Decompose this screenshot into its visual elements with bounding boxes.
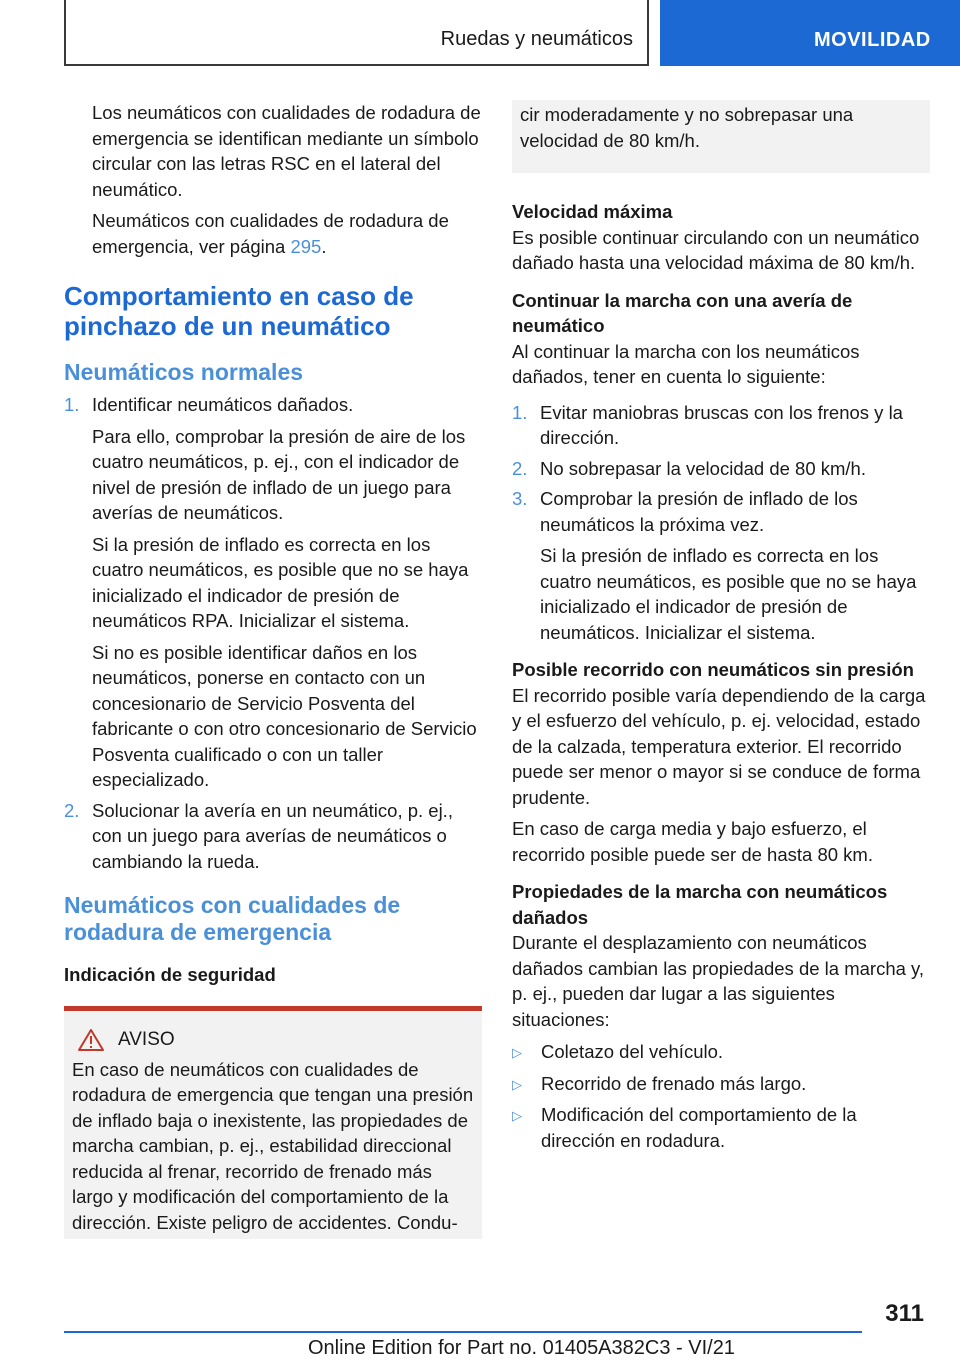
warning-title-row	[72, 1029, 474, 1051]
list-item	[512, 1039, 930, 1065]
step-text: No sobrepasar la velocidad de 80 km/h.	[540, 457, 866, 479]
triangle-bullet-icon: ▷	[512, 1045, 522, 1060]
steps-list-right	[512, 400, 930, 646]
warning-triangle-icon	[78, 1029, 104, 1051]
warning-text-continued: cir moderadamente y no sobrepasar una velocidad de 80 km/h.	[520, 104, 854, 151]
warning-box	[64, 1011, 482, 1240]
bullet-text: Modificación del comportamiento de la dirección en rodadura.	[541, 1104, 857, 1151]
list-item	[64, 798, 482, 875]
list-item	[512, 400, 930, 451]
subsection-heading-normal: Neumáticos normales	[64, 359, 304, 385]
bullet-text: Coletazo del vehículo.	[541, 1041, 724, 1062]
step-detail: Si no es posible identificar daños en los neumáticos, ponerse en contacto con un concesionario de Servicio Posventa del fabricante o con otro concesionario de Servicio Posventa cualificado o con un taller especializado.	[92, 641, 477, 790]
step-text: Solucionar la avería en un neumático, p. ej., con un juego para averías de neumáticos o cambiando la rueda.	[92, 799, 453, 872]
list-item	[512, 1071, 930, 1097]
header-chapter-tab[interactable]	[660, 0, 960, 66]
step-number: 2.	[64, 799, 80, 821]
range-text-2: En caso de carga media y bajo esfuerzo, el recorrido posible puede ser de hasta 80 km.	[512, 818, 873, 865]
step-text: Comprobar la presión de inflado de los neumáticos la próxima vez.	[540, 488, 858, 535]
intro-paragraph: Los neumáticos con cualidades de rodadura de emergencia se identifican mediante un símbolo circular con las letras RSC en el lateral del neumático.	[92, 102, 481, 200]
max-speed-text: Es posible continuar circulando con un neumático dañado hasta una velocidad máxima de 80 km/h.	[512, 226, 920, 273]
footer-edition: Online Edition for Part no. 01405A382C3 - VI/21	[308, 1337, 735, 1359]
header-section-tab	[64, 0, 649, 66]
step-detail: Si la presión de inflado es correcta en los cuatro neumáticos, es posible que no se haya inicializado el indicador de presión de neumáticos. Inicializar el sistema.	[540, 545, 917, 643]
properties-heading: Propiedades de la marcha con neumáticos dañados	[512, 881, 888, 928]
intro-reference	[64, 208, 482, 259]
header-section-title: Ruedas y neumáticos	[440, 28, 633, 50]
step-detail: Si la presión de inflado es correcta en los cuatro neumáticos, es posible que no se haya inicializado el indicador de presión de neumáticos RPA. Inicializar el sistema.	[92, 533, 469, 631]
properties-text: Durante el desplazamiento con neumáticos dañados cambian las propiedades de la marcha y, p. ej., pueden dar lugar a las siguientes situaciones:	[512, 932, 925, 1030]
step-number: 1.	[512, 401, 528, 423]
section-heading: Comportamiento en caso de pinchazo de un neumático	[64, 281, 414, 341]
step-detail: Para ello, comprobar la presión de aire de los cuatro neumáticos, p. ej., con el indicador de nivel de presión de inflado de un juego para averías de neumáticos.	[92, 425, 466, 523]
bullet-text: Recorrido de frenado más largo.	[541, 1072, 807, 1094]
step-number: 1.	[64, 394, 80, 415]
triangle-bullet-icon: ▷	[512, 1076, 522, 1092]
step-number: 3.	[512, 488, 528, 509]
step-text: Evitar maniobras bruscas con los frenos y la dirección.	[540, 401, 903, 448]
max-speed-heading: Velocidad máxima	[512, 201, 673, 222]
page-number: 311	[885, 1300, 924, 1327]
warning-title: AVISO	[118, 1028, 175, 1050]
warning-text: En caso de neumáticos con cualidades de rodadura de emergencia que tengan una presión de inflado baja o inexistente, las propiedades de marcha cambian, p. ej., estabilidad direccional reducida al frenar, recorrido de frenado más largo y modificación del comportamiento de la dirección. Existe peligro de accidentes. Condu-	[72, 1058, 474, 1233]
intro-reference-end: .	[321, 235, 327, 257]
warning-box-continued	[512, 100, 930, 173]
intro-reference-text: Neumáticos con cualidades de rodadura de emergencia, ver página	[92, 210, 449, 257]
step-number: 2.	[512, 457, 528, 479]
range-text: El recorrido posible varía dependiendo de la carga y el esfuerzo del vehículo, p. ej. velocidad, estado de la calzada, temperatura exterior. El recorrido puede ser menor o mayor si se conduce de forma prudente.	[512, 684, 926, 808]
list-item	[64, 392, 482, 793]
list-item	[512, 1102, 930, 1153]
footer-divider	[64, 1331, 862, 1333]
subsection-heading-rsc: Neumáticos con cualidades de rodadura de emergencia	[64, 892, 401, 945]
range-heading: Posible recorrido con neumáticos sin presión	[512, 659, 914, 680]
left-column	[64, 100, 482, 1239]
continue-text: Al continuar la marcha con los neumáticos dañados, tener en cuenta lo siguiente:	[512, 340, 860, 387]
continue-heading: Continuar la marcha con una avería de neumático	[512, 289, 853, 336]
bullet-list	[512, 1039, 930, 1153]
list-item	[512, 456, 930, 482]
step-text: Identificar neumáticos dañados.	[92, 394, 354, 415]
safety-heading: Indicación de seguridad	[64, 964, 276, 985]
steps-list-left	[64, 392, 482, 874]
triangle-bullet-icon: ▷	[512, 1108, 522, 1123]
page-link[interactable]: 295	[290, 235, 322, 257]
right-column	[512, 100, 930, 1159]
list-item	[512, 486, 930, 645]
header-chapter-title: MOVILIDAD	[814, 29, 931, 51]
